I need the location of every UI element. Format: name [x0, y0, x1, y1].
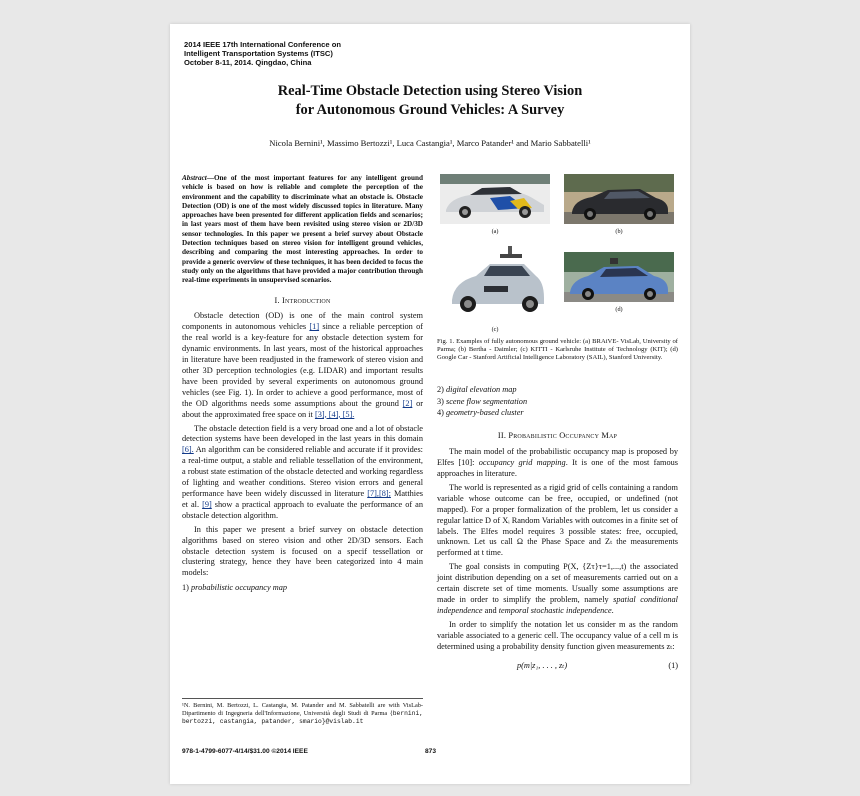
text-run: since a reliable perception of the real world is a key-feature for any obstacle detection system for dynamic environments. In last years, most of the historical approaches in literature have been readjusted in the framework of stereo vision and other 3D perception technologies (e.g. LIDAR) and important results have been provided by several experiments on autonomous ground vehicles (see Fig. 1). In order to achieve a good performance, most of the OD algorithms needs some assumptions about the ground [182, 322, 424, 408]
text-run: The goal consists in computing P(X, {Zτ}τ=1,...,t) the associated joint distribution depending on a set of measurements carried out on a certain discrete set of time moments. Usually some assumptions are made in order to simplify the problem, namely [437, 562, 678, 605]
abstract [182, 174, 423, 286]
list-label: probabilistic occupancy map [191, 583, 288, 593]
subfigure-label: (b) [615, 228, 623, 235]
list-label: digital elevation map [446, 384, 517, 394]
equation-number: (1) [668, 660, 678, 670]
equation-1 [437, 661, 678, 672]
footnote-domain: }@vislab.it [321, 718, 364, 725]
subfigure-label: (c) [491, 326, 499, 333]
citation-link[interactable]: [2] [402, 398, 413, 408]
emphasis: occupancy grid mapping [478, 458, 566, 468]
vehicle-photo-google-car [564, 252, 674, 302]
section-heading-occupancy-map: II. Probabilistic Occupancy Map [497, 431, 618, 441]
author-list: Nicola Bernini¹, Massimo Bertozzi¹, Luca Castangia¹, Marco Patander¹ and Mario Sabbatelli¹ [269, 138, 591, 148]
section-heading-introduction: I. Introduction [274, 295, 331, 305]
figure-panel-d [564, 252, 674, 316]
figure-panel-a [440, 174, 550, 238]
subfigure-label: (a) [491, 228, 499, 235]
equation-body: p(m|z₁, . . . , zₜ) [517, 660, 568, 670]
list-item [437, 397, 678, 408]
text-run: or about the approximated free space on it [182, 398, 423, 419]
figure-panel-b [564, 174, 674, 238]
figure-1 [437, 174, 678, 334]
conference-line: Intelligent Transportation Systems (ITSC) [184, 49, 333, 58]
list-number: 2) [437, 384, 444, 394]
footnote-text: ¹N. Bernini, M. Bertozzi, L. Castangia, M. Patander and M. Sabbatelli are with VisLab-Dipartimento di Ingegneria dell'Informazione, Università degli Studi di Parma { [182, 702, 423, 717]
intro-paragraph-2 [182, 424, 423, 522]
vehicle-photo-kitti [440, 242, 550, 322]
page-number: 873 [425, 748, 437, 755]
list-number: 4) [437, 408, 444, 418]
text-run: . It is one of the most famous approaches in literature. [437, 458, 678, 479]
model-list-continued [437, 385, 678, 420]
occupancy-paragraph-3 [437, 562, 678, 617]
occupancy-paragraph-4: In order to simplify the notation let us consider m as the random variable associated to a generic cell. The occupancy value of a cell m is determined using a probability density function given measurements zₜ: [437, 619, 678, 651]
model-list [182, 583, 423, 594]
emphasis: spatial conditional independence [437, 595, 678, 615]
vehicle-photo-bertha [564, 174, 674, 224]
list-item [437, 408, 678, 419]
list-item [437, 385, 678, 396]
author-footnote [182, 698, 423, 726]
citation-link[interactable]: [1] [309, 322, 320, 332]
occupancy-paragraph-1 [437, 447, 678, 480]
list-label: geometry-based cluster [446, 408, 524, 418]
intro-paragraph-1 [182, 311, 423, 420]
abstract-label: Abstract [182, 174, 207, 182]
text-run: Matthies et al. [182, 488, 423, 509]
footnote-emails: bernini, bertozzi, castangia, patander, smario [182, 710, 423, 725]
text-run: and [482, 605, 499, 615]
list-item [182, 583, 423, 594]
subfigure-label: (d) [615, 306, 623, 313]
footer-isbn: 978-1-4799-6077-4/14/$31.00 ©2014 IEEE [182, 748, 308, 755]
intro-paragraph-3: In this paper we present a brief survey on obstacle detection algorithms based on stereo vision and other 2D/3D sensors. Each obstacle detection system is focused on a specif tessellation or clustering strategy, hence they have been categorized into 4 main models: [182, 524, 423, 578]
left-column [182, 174, 423, 595]
list-label: scene flow segmentation [446, 396, 528, 406]
text-run: . [611, 605, 614, 615]
text-run: The obstacle detection field is a very broad one and a lot of obstacle detection systems have been developed in the last years in this domain [182, 423, 423, 444]
occupancy-paragraph-2: The world is represented as a rigid grid of cells containing a random variable whose outcome can be free, occupied, or undefined (not mapped). For a proper formalization of the problem, let us consider a regular lattice D of Xᵢ Random Variables with outcomes in a finite set of labels. The Elfes model requires 3 possible states: free, occupied, unknown. Let us call Ω the Phase Space and Zₜ the measurements performed at t time. [437, 482, 678, 558]
abstract-text: —One of the most important features for any intelligent ground vehicle is based on how is reliable and complete the perception of the environment and the capability to discriminate what an obstacle is. Obstacle Detection (OD) is one of the most widely discussed topics in literature. Many approaches have been presented for different application fields and scenarios; in last years most of them have been revisited using stereo vision or 2D/3D sensor technologies. In this paper we present a brief survey about Obstacle Detection techniques based on stereo vision for intelligent ground vehicles, describing and comparing the most interesting approaches. In order to provide a generic overview of these techniques, it has been decided to focus the study only on the algorithms that have provided a major contribution through real-time experiments in unsupervised scenarios. [182, 174, 423, 285]
conference-line: 2014 IEEE 17th International Conference on [184, 40, 341, 49]
citation-link[interactable]: [6]. [182, 445, 194, 455]
figure-caption: Fig. 1. Examples of fully autonomous ground vehicle: (a) BRAiVE- VisLab, University of Parma; (b) Bertha - Daimler; (c) KITTI - Karlsruhe Institute of Technology (KIT); (d) Google Car - Stanford Artificial Intelligence Laboratory (SAIL), Stanford University. [437, 338, 678, 362]
text-run: show a practical approach to evaluate the performance of an obstacle detection algorithm. [182, 499, 423, 520]
emphasis: temporal stochastic independence [498, 605, 612, 615]
paper-title [170, 82, 690, 120]
title-line: for Autonomous Ground Vehicles: A Survey [295, 102, 565, 118]
figure-panel-c [440, 242, 550, 336]
citation-link[interactable]: [7],[8]; [367, 488, 391, 498]
text-run: An algorithm can be considered reliable and accurate if it provides: a real-time output, a stable and reliable tessellation of the environment, a robust state estimation of the obstacle detected and working regardless of lighting and weather conditions. Stereo vision errors and general performance have been widely discussed in literature [182, 445, 423, 498]
conference-header [184, 40, 424, 67]
vehicle-photo-braive [440, 174, 550, 224]
list-number: 1) [182, 583, 189, 593]
conference-line: October 8-11, 2014. Qingdao, China [184, 58, 312, 67]
citation-link[interactable]: [9] [202, 499, 212, 509]
paper-page [170, 24, 690, 784]
title-line: Real-Time Obstacle Detection using Stereo Vision [277, 83, 583, 99]
list-number: 3) [437, 396, 444, 406]
citation-link[interactable]: [3], [4], [5]. [314, 409, 355, 419]
text-run: The main model of the probabilistic occupancy map is proposed by Elfes [10]: [437, 447, 678, 468]
text-run: Obstacle detection (OD) is one of the main control system components in autonomous vehicles [182, 311, 423, 332]
right-column [437, 174, 678, 671]
